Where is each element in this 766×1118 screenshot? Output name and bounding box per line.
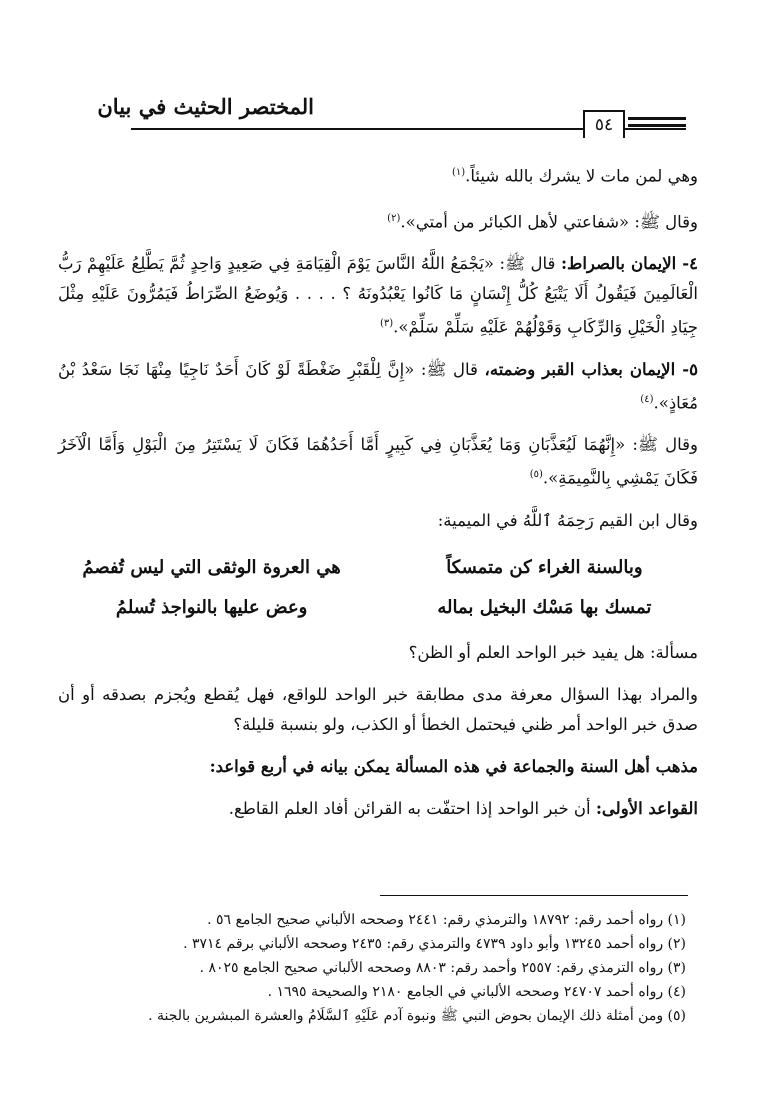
footnotes — [76, 908, 686, 1028]
main-text — [58, 158, 698, 836]
footnote-ref: (١) — [451, 167, 466, 178]
footnote: (٥) ومن أمثلة ذلك الإيمان بحوض النبي ﷺ ونبوة آدم عَلَيْهِ ٱلسَّلَامُ والعشرة المبشرين بالجنة . — [148, 1008, 686, 1024]
verse-second-hemistich: هي العروة الوثقى التي ليس تُفصمُ — [82, 556, 341, 578]
footnote: (٤) رواه أحمد ٢٤٧٠٧ وصححه الألباني في الجامع ٢١٨٠ والصحيحة ١٦٩٥ . — [267, 984, 686, 1000]
footnote-ref: (٣) — [379, 318, 394, 329]
section-heading: القواعد الأولى: — [595, 798, 698, 818]
page-number: ٥٤ — [583, 110, 625, 138]
paragraph: ٤- الإيمان بالصراط: قال ﷺ: «يَجْمَعُ اللَّهُ النَّاسَ يَوْمَ الْقِيَامَةِ فِي صَعِيدٍ وَاحِدٍ ثُمَّ يَطَّلِعُ عَلَيْهِمْ رَبُّ الْعَالَمِينَ فَيَقُولُ أَلَا يَتْبَعُ كُلُّ إِنْسَانٍ مَا كَانُوا يَعْبُدُونَهُ ؟ . . . . وَيُوضَعُ الصِّرَاطُ فَيَمُرُّونَ عَلَيْهِ مِثْلَ جِيَادِ الْخَيْلِ وَالرِّكَابِ وَقَوْلُهُمْ عَلَيْهِ سَلِّمْ سَلِّمْ».$^{(٣)}$ — [58, 254, 698, 337]
paragraph: وقال ﷺ: «شفاعتي لأهل الكبائر من أمتي».$^{(٢)}$ — [387, 212, 698, 231]
paragraph: وقال ابن القيم رَحِمَهُ ٱللَّهُ في الميمية: — [437, 510, 698, 530]
footnote: (١) رواه أحمد رقم: ١٨٧٩٢ والترمذي رقم: ٢٤٤١ وصححه الألباني صحيح الجامع ٥٦ . — [207, 912, 686, 928]
footnote-divider — [380, 895, 688, 896]
running-title: المختصر الحثيث في بيان — [97, 94, 314, 119]
section-heading: ٤- الإيمان بالصراط: — [560, 254, 698, 273]
paragraph: ٥- الإيمان بعذاب القبر وضمته، قال ﷺ: «إِنَّ لِلْقَبْرِ ضَغْطَةً لَوْ كَانَ أَحَدٌ نَاجِيًا مِنْهَا نَجَا سَعْدُ بْنُ مُعَاذٍ».$^{(٤)}$ — [58, 359, 698, 412]
section-heading: ٥- الإيمان بعذاب القبر وضمته، — [484, 359, 698, 379]
footnote-ref: (٢) — [387, 212, 401, 224]
verse-second-hemistich: وعض عليها بالنواجذ تُسلمُ — [115, 596, 308, 618]
page-number-bars — [628, 117, 686, 131]
paragraph: وهي لمن مات لا يشرك بالله شيئاً.$^{(١)}$ — [451, 166, 698, 186]
poem — [58, 548, 698, 628]
verse-first-hemistich: وبالسنة الغراء كن متمسكاً — [446, 556, 643, 578]
footnote-ref: (٥) — [529, 469, 543, 480]
verse-first-hemistich: تمسك بها مَسْك البخيل بماله — [437, 596, 652, 618]
paragraph: والمراد بهذا السؤال معرفة مدى مطابقة خبر الواحد للواقع، فهل يُقطع ويُجزم بصدقه أو أن صدق خبر الواحد أمر ظني فيحتمل الخطأ أو الكذب، ولو بنسبة قليلة؟ — [58, 684, 698, 734]
paragraph: وقال ﷺ: «إِنَّهُمَا لَيُعَذَّبَانِ وَمَا يُعَذَّبَانِ فِي كَبِيرٍ أَمَّا أَحَدُهُمَا فَكَانَ لَا يَسْتَتِرُ مِنَ الْبَوْلِ وَأَمَّا الْآخَرُ فَكَانَ يَمْشِي بِالنَّمِيمَةِ».$^{(٥)}$ — [58, 435, 698, 488]
footnote: (٣) رواه الترمذي رقم: ٢٥٥٧ وأحمد رقم: ٨٨٠٣ وصححه الألباني صحيح الجامع ٨٠٢٥ . — [199, 960, 686, 976]
paragraph: القواعد الأولى: أن خبر الواحد إذا احتفّت به القرائن أفاد العلم القاطع. — [228, 798, 698, 818]
poem-verse — [58, 548, 698, 588]
poem-verse — [58, 588, 698, 628]
paragraph: مسألة: هل يفيد خبر الواحد العلم أو الظن؟ — [408, 642, 698, 662]
page-header — [60, 90, 686, 140]
footnote: (٢) رواه أحمد ١٣٢٤٥ وأبو داود ٤٧٣٩ والترمذي رقم: ٢٤٣٥ وصححه الألباني برقم ٣٧١٤ . — [183, 936, 686, 952]
paragraph: مذهب أهل السنة والجماعة في هذه المسألة يمكن بيانه في أربع قواعد: — [209, 756, 698, 776]
footnote-ref: (٤) — [640, 393, 654, 405]
